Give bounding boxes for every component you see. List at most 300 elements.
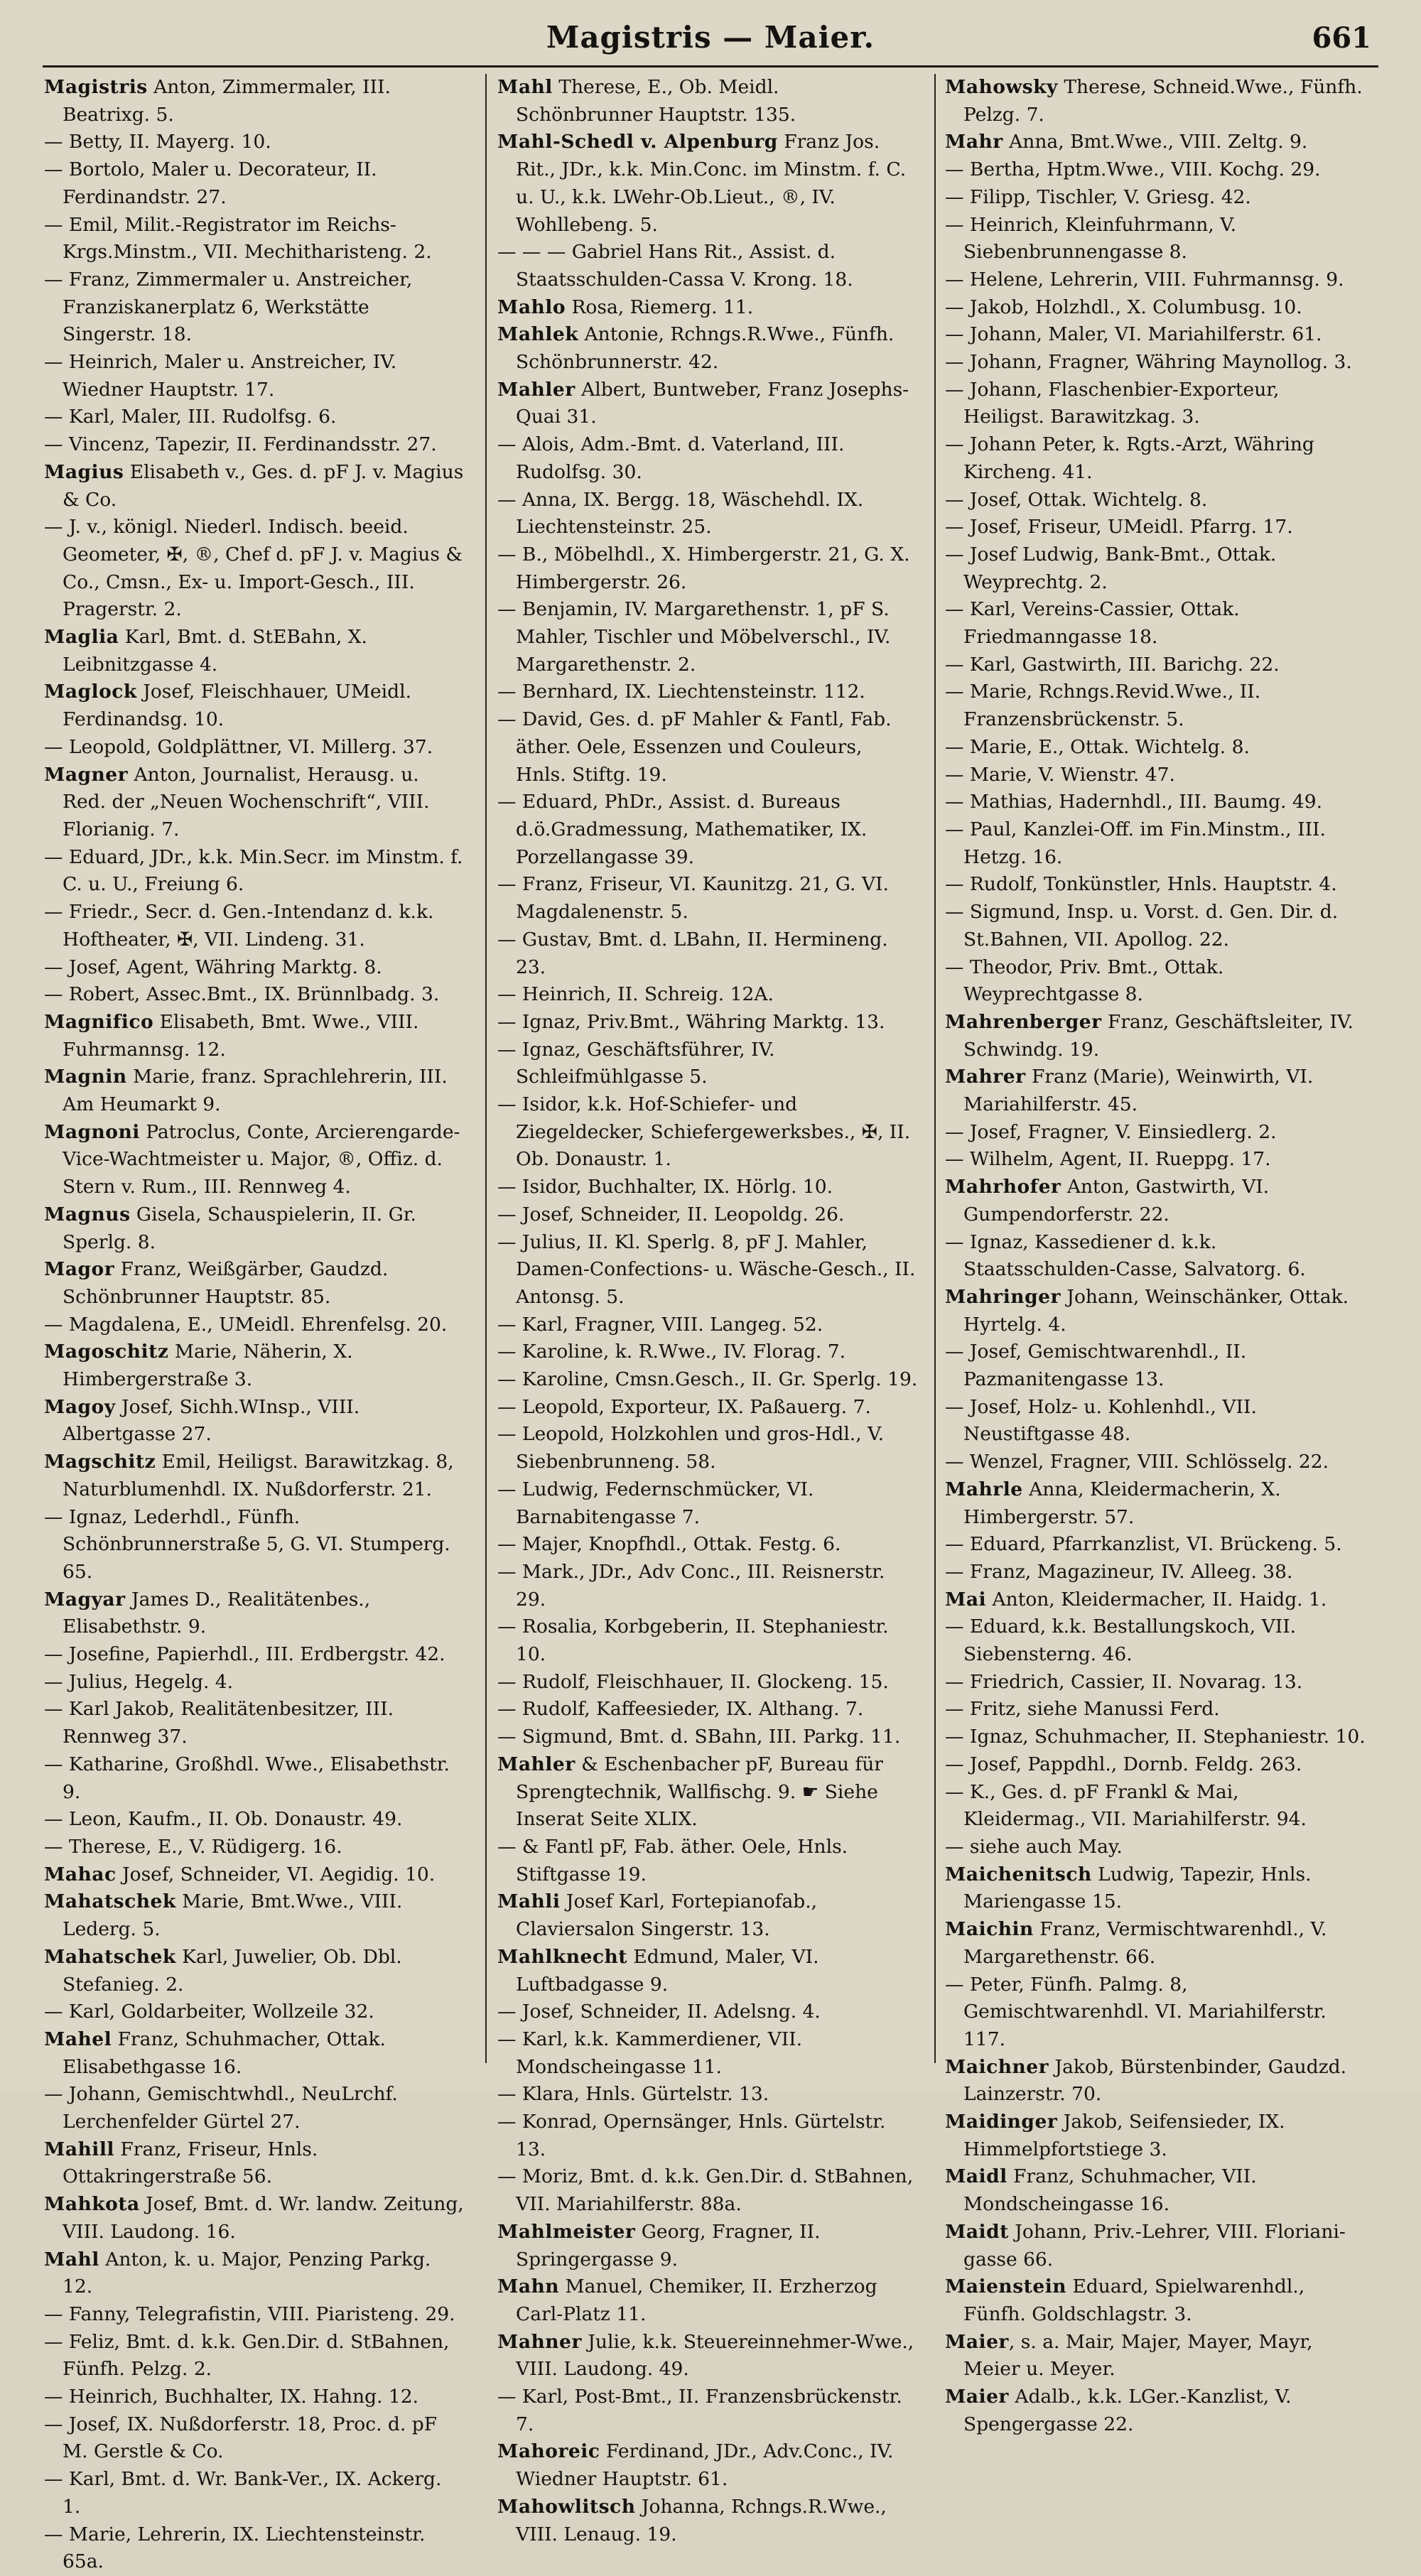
entry-text: — Majer, Knopfhdl., Ottak. Festg. 6. — [497, 1533, 841, 1556]
directory-entry — [44, 954, 465, 982]
entry-surname: Mai — [945, 1588, 987, 1611]
entry-text: Anna, Kleidermacherin, X. Himbergerstr. 57. — [963, 1478, 1281, 1528]
entry-surname: Mahner — [497, 2330, 582, 2353]
entry-text: — Josef, Gemischtwarenhdl., II. Pazmanitengasse 13. — [945, 1341, 1247, 1391]
directory-entry — [44, 266, 465, 349]
entry-text: — Paul, Kanzlei-Off. im Fin.Minstm., III. Hetzg. 16. — [945, 818, 1326, 868]
entry-text: — Eduard, PhDr., Assist. d. Bureaus d.ö.Gradmessung, Mathematiker, IX. Porzellangasse 39. — [497, 791, 868, 868]
entry-text: — Karoline, k. R.Wwe., IV. Florag. 7. — [497, 1341, 846, 1363]
directory-entry — [44, 899, 465, 953]
directory-entry — [497, 2163, 918, 2218]
directory-entry — [945, 1861, 1366, 1916]
directory-entry — [497, 1669, 918, 1696]
directory-entry — [945, 129, 1366, 156]
entry-surname: Mahler — [497, 1753, 576, 1775]
entry-text: Patroclus, Conte, Arcierengarde-Vice-Wachtmeister u. Major, ®, Offiz. d. Stern v. Rum., III. Rennweg 4. — [63, 1120, 460, 1198]
directory-entry — [945, 431, 1366, 486]
entry-text: — Franz, Zimmermaler u. Anstreicher, Franziskanerplatz 6, Werkstätte Singerstr. 18. — [44, 268, 413, 346]
directory-entry — [945, 678, 1366, 733]
entry-text: — Julius, Hegelg. 4. — [44, 1670, 234, 1693]
entry-surname: Magnin — [44, 1066, 127, 1088]
directory-entry — [945, 1971, 1366, 2054]
entry-surname: Magistris — [44, 76, 148, 98]
directory-entry — [945, 1696, 1366, 1723]
directory-entry — [44, 1201, 465, 1256]
entry-surname: Maglock — [44, 681, 137, 703]
directory-entry — [945, 1009, 1366, 1064]
entry-text: — Feliz, Bmt. d. k.k. Gen.Dir. d. StBahnen, Fünfh. Pelzg. 2. — [44, 2330, 450, 2381]
entry-surname: Magnifico — [44, 1010, 154, 1033]
entry-text: — Heinrich, Kleinfuhrmann, V. Siebenbrunnengasse 8. — [945, 213, 1237, 264]
entry-surname: Mahlek — [497, 323, 579, 346]
entry-surname: Mahrer — [945, 1066, 1026, 1088]
entry-surname: Magnoni — [44, 1120, 140, 1143]
page-number: 661 — [1312, 21, 1371, 55]
directory-entry — [44, 2136, 465, 2191]
directory-entry — [497, 239, 918, 293]
entry-text: Franz, Friseur, Hnls. Ottakringerstraße 56. — [63, 2138, 318, 2188]
directory-entry — [945, 2329, 1366, 2383]
entry-text: Anton, Gastwirth, VI. Gumpendorferstr. 22. — [963, 1176, 1270, 1225]
directory-entry — [44, 624, 465, 678]
directory-entry — [44, 1944, 465, 1998]
entry-text: — Josef, Agent, Währing Marktg. 8. — [44, 956, 382, 978]
entry-text: — Vincenz, Tapezir, II. Ferdinandsstr. 27. — [44, 433, 437, 456]
entry-surname: Mahl — [497, 76, 553, 98]
entry-text: — Benjamin, IV. Margarethenstr. 1, pF S. Mahler, Tischler und Möbelverschl., IV. Margarethenstr. 2. — [497, 598, 891, 676]
directory-entry — [497, 2109, 918, 2163]
entry-surname: Mahlknecht — [497, 1945, 627, 1968]
column-divider — [485, 74, 487, 2063]
directory-entry — [945, 1394, 1366, 1449]
directory-entry — [945, 816, 1366, 871]
directory-entry — [497, 487, 918, 541]
entry-text: — Fritz, siehe Manussi Ferd. — [945, 1698, 1220, 1721]
entry-text: Anton, Zimmermaler, III. Beatrixg. 5. — [63, 76, 391, 126]
entry-text: — Julius, II. Kl. Sperlg. 8, pF J. Mahler, Damen-Confections- u. Wäsche-Gesch., II. Antonsg. 5. — [497, 1230, 916, 1308]
directory-entry — [945, 1916, 1366, 1971]
entry-text: Elisabeth v., Ges. d. pF J. v. Magius & Co. — [63, 460, 464, 511]
directory-entry — [945, 514, 1366, 541]
entry-text: — Heinrich, Maler u. Anstreicher, IV. Wiedner Hauptstr. 17. — [44, 351, 397, 401]
entry-text: — Rudolf, Kaffeesieder, IX. Althang. 7. — [497, 1698, 864, 1721]
entry-text: — Josef, Schneider, II. Adelsng. 4. — [497, 2001, 821, 2023]
entry-text: — Bortolo, Maler u. Decorateur, II. Ferdinandstr. 27. — [44, 158, 377, 208]
directory-entry — [945, 1476, 1366, 1531]
directory-entry — [497, 1476, 918, 1531]
directory-entry — [497, 1751, 918, 1834]
entry-text: — Jakob, Holzhdl., X. Columbusg. 10. — [945, 296, 1302, 318]
entry-text: — J. v., königl. Niederl. Indisch. beeid. Geometer, ✠, ®, Chef d. pF J. v. Magius & Co., Cmsn., Ex- u. Import-Gesch., III. Pragerstr. 2. — [44, 516, 463, 621]
directory-entry — [497, 541, 918, 596]
entry-text: — Magdalena, E., UMeidl. Ehrenfelsg. 20. — [44, 1313, 448, 1336]
directory-entry — [44, 1504, 465, 1586]
directory-entry — [945, 1834, 1366, 1861]
entry-text: — Konrad, Opernsänger, Hnls. Gürtelstr. 13. — [497, 2111, 886, 2160]
directory-entry — [945, 596, 1366, 651]
entry-text: Julie, k.k. Steuereinnehmer-Wwe., VIII. Laudong. 49. — [516, 2330, 914, 2381]
directory-entry — [497, 2438, 918, 2493]
entry-surname: Maichenitsch — [945, 1863, 1092, 1885]
entry-text: Marie, Bmt.Wwe., VIII. Lederg. 5. — [63, 1890, 403, 1941]
directory-entry — [945, 1338, 1366, 1393]
directory-entry — [44, 404, 465, 431]
entry-text: — Moriz, Bmt. d. k.k. Gen.Dir. d. StBahnen, VII. Mariahilferstr. 88a. — [497, 2165, 914, 2216]
entry-surname: Maidt — [945, 2220, 1009, 2243]
entry-text: — Klara, Hnls. Gürtelstr. 13. — [497, 2083, 769, 2106]
entry-text: Emil, Heiligst. Barawitzkag. 8, Naturblumenhdl. IX. Nußdorferstr. 21. — [63, 1451, 454, 1500]
directory-entry — [497, 1421, 918, 1476]
entry-text: — Sigmund, Bmt. d. SBahn, III. Parkg. 11. — [497, 1726, 901, 1748]
directory-entry — [945, 184, 1366, 212]
directory-entry — [945, 734, 1366, 762]
directory-entry — [945, 954, 1366, 1009]
entry-text: Franz Jos. Rit., JDr., k.k. Min.Conc. im Minstm. f. C. u. U., k.k. LWehr-Ob.Lieut., ®, IV. Wohllebeng. 5. — [516, 131, 907, 236]
directory-entry — [945, 1613, 1366, 1668]
directory-entry — [497, 1531, 918, 1559]
directory-entry — [44, 2301, 465, 2329]
column-1 — [44, 74, 465, 2573]
entry-text: & Eschenbacher pF, Bureau für Sprengtechnik, Wallfischg. 9. ☛ Siehe Inserat Seite XLIX. — [516, 1753, 883, 1831]
entry-text: — Rudolf, Fleischhauer, II. Glockeng. 15. — [497, 1670, 889, 1693]
directory-entry — [44, 156, 465, 211]
entry-text: — Franz, Friseur, VI. Kaunitzg. 21, G. VI. Magdalenenstr. 5. — [497, 873, 889, 924]
directory-entry — [497, 294, 918, 322]
entry-text: — Peter, Fünfh. Palmg. 8, Gemischtwarenhdl. VI. Mariahilferstr. 117. — [945, 1973, 1327, 2050]
directory-entry — [945, 1146, 1366, 1174]
header-rule — [43, 65, 1378, 67]
directory-entry — [497, 129, 918, 239]
directory-entry — [945, 212, 1366, 266]
directory-entry — [44, 1119, 465, 1201]
directory-entry — [44, 459, 465, 514]
entry-text: — Karl, Maler, III. Rudolfsg. 6. — [44, 406, 337, 428]
directory-entry — [945, 349, 1366, 377]
entry-text: Elisabeth, Bmt. Wwe., VIII. Fuhrmannsg. 12. — [63, 1010, 419, 1061]
directory-entry — [497, 1201, 918, 1229]
entry-text: — Josef, IX. Nußdorferstr. 18, Proc. d. pF M. Gerstle & Co. — [44, 2413, 438, 2463]
entry-text: Franz, Weißgärber, Gaudzd. Schönbrunner Hauptstr. 85. — [63, 1258, 389, 1308]
entry-text: — Theodor, Priv. Bmt., Ottak. Weyprechtgasse 8. — [945, 956, 1224, 1006]
directory-entry — [497, 321, 918, 376]
entry-surname: Mahoreic — [497, 2440, 600, 2463]
entry-text: Johann, Weinschänker, Ottak. Hyrtelg. 4. — [963, 1285, 1349, 1336]
entry-text: Franz (Marie), Weinwirth, VI. Mariahilferstr. 45. — [963, 1066, 1314, 1116]
entry-text: — Mathias, Hadernhdl., III. Baumg. 49. — [945, 791, 1323, 813]
directory-entry — [44, 1861, 465, 1889]
entry-text: — Rosalia, Korbgeberin, II. Stephaniestr. 10. — [497, 1616, 889, 1666]
entry-surname: Mahatschek — [44, 1945, 176, 1968]
directory-entry — [44, 212, 465, 266]
directory-entry — [44, 734, 465, 762]
entry-text: — Ignaz, Kassediener d. k.k. Staatsschulden-Casse, Salvatorg. 6. — [945, 1230, 1306, 1281]
entry-surname: Maidinger — [945, 2111, 1058, 2133]
entry-text: — Karl, Gastwirth, III. Barichg. 22. — [945, 653, 1280, 676]
directory-entry — [945, 2109, 1366, 2163]
entry-text: — Isidor, k.k. Hof-Schiefer- und Ziegeldecker, Schiefergewerksbes., ✠, II. Ob. Donaustr. 1. — [497, 1093, 911, 1171]
entry-text: — — — Gabriel Hans Rit., Assist. d. Staatsschulden-Cassa V. Krong. 18. — [497, 241, 853, 291]
entry-surname: Mahel — [44, 2028, 112, 2050]
directory-entry — [44, 74, 465, 129]
directory-entry — [497, 2081, 918, 2109]
entry-surname: Mahli — [497, 1890, 561, 1913]
directory-entry — [945, 2219, 1366, 2273]
entry-text: Franz, Schuhmacher, Ottak. Elisabethgasse 16. — [63, 2028, 386, 2078]
directory-entry — [497, 2026, 918, 2081]
entry-text: — Robert, Assec.Bmt., IX. Brünnlbadg. 3. — [44, 983, 440, 1006]
directory-entry — [44, 1338, 465, 1393]
directory-entry — [497, 2273, 918, 2328]
directory-entry — [497, 1394, 918, 1422]
entry-surname: Magoschitz — [44, 1341, 169, 1363]
entry-surname: Mahl — [44, 2248, 99, 2271]
entry-text: — Helene, Lehrerin, VIII. Fuhrmannsg. 9. — [945, 268, 1344, 291]
entry-text: Franz, Vermischtwarenhdl., V. Margarethenstr. 66. — [963, 1918, 1327, 1968]
entry-text: Manuel, Chemiker, II. Erzherzog Carl-Platz 11. — [516, 2275, 877, 2325]
entry-text: — Heinrich, Buchhalter, IX. Hahng. 12. — [44, 2386, 419, 2408]
directory-entry — [497, 596, 918, 678]
directory-entry — [945, 1174, 1366, 1228]
entry-text: — David, Ges. d. pF Mahler & Fantl, Fab. äther. Oele, Essenzen und Couleurs, Hnls. Stiftg. 19. — [497, 708, 892, 786]
directory-entry — [44, 1834, 465, 1861]
entry-surname: Mahringer — [945, 1285, 1061, 1308]
directory-entry — [945, 1723, 1366, 1751]
directory-entry — [497, 926, 918, 981]
entry-text: Josef, Fleischhauer, UMeidl. Ferdinandsg. 10. — [63, 681, 412, 731]
entry-surname: Mahler — [497, 378, 576, 401]
entry-text: — Josef, Holz- u. Kohlenhdl., VII. Neustiftgasse 48. — [945, 1395, 1257, 1446]
entry-text: Jakob, Seifensieder, IX. Himmelpfortstiege 3. — [963, 2111, 1285, 2160]
entry-surname: Mahlo — [497, 296, 566, 318]
directory-entry — [497, 431, 918, 486]
directory-entry — [497, 678, 918, 706]
directory-entry — [497, 871, 918, 926]
directory-entry — [44, 1449, 465, 1503]
directory-entry — [945, 899, 1366, 953]
entry-text: Karl, Bmt. d. StEBahn, X. Leibnitzgasse 4. — [63, 626, 367, 676]
entry-text: — Wenzel, Fragner, VIII. Schlösselg. 22. — [945, 1451, 1329, 1473]
entry-surname: Mahl-Schedl v. Alpenburg — [497, 131, 778, 153]
directory-entry — [497, 1888, 918, 1943]
directory-entry — [945, 156, 1366, 184]
directory-entry — [945, 1586, 1366, 1614]
directory-entry — [44, 981, 465, 1009]
directory-entry — [44, 349, 465, 404]
entry-surname: Magor — [44, 1258, 115, 1281]
directory-entry — [44, 1806, 465, 1834]
directory-entry — [945, 487, 1366, 514]
directory-entry — [44, 129, 465, 156]
directory-entry — [497, 1311, 918, 1339]
entry-text: — Alois, Adm.-Bmt. d. Vaterland, III. Rudolfsg. 30. — [497, 433, 845, 483]
directory-entry — [497, 1091, 918, 1174]
entry-text: — Johann Peter, k. Rgts.-Arzt, Währing Kircheng. 41. — [945, 433, 1314, 483]
entry-text: — Wilhelm, Agent, II. Rueppg. 17. — [945, 1148, 1271, 1171]
entry-text: Albert, Buntweber, Franz Josephs-Quai 31. — [516, 378, 909, 428]
entry-text: Georg, Fragner, II. Springergasse 9. — [516, 2220, 821, 2271]
directory-entry — [945, 2163, 1366, 2218]
entry-text: Josef, Sichh.WInsp., VIII. Albertgasse 27. — [63, 1395, 360, 1446]
directory-entry — [945, 294, 1366, 322]
entry-surname: Magius — [44, 460, 124, 483]
entry-text: — Marie, Lehrerin, IX. Liechtensteinstr. 65a. — [44, 2523, 426, 2573]
entry-text: Eduard, Spielwarenhdl., Fünfh. Goldschlagstr. 3. — [963, 2275, 1305, 2325]
directory-entry — [44, 1888, 465, 1943]
entry-surname: Maier — [945, 2386, 1009, 2408]
entry-surname: Maienstein — [945, 2275, 1067, 2298]
entry-text: — Karl, Post-Bmt., II. Franzensbrückenstr. 7. — [497, 2386, 902, 2435]
entry-text: — Isidor, Buchhalter, IX. Hörlg. 10. — [497, 1176, 833, 1198]
entry-text: — Rudolf, Tonkünstler, Hnls. Hauptstr. 4. — [945, 873, 1337, 896]
entry-surname: Mahowlitsch — [497, 2495, 636, 2518]
directory-entry — [497, 1559, 918, 1613]
directory-entry — [44, 2191, 465, 2246]
entry-text: — Marie, Rchngs.Revid.Wwe., II. Franzensbrückenstr. 5. — [945, 681, 1261, 731]
entry-text: Gisela, Schauspielerin, II. Gr. Sperlg. 8. — [63, 1203, 416, 1253]
directory-entry — [945, 871, 1366, 899]
directory-entry — [497, 1944, 918, 1998]
entry-surname: Mahn — [497, 2275, 560, 2298]
directory-entry — [44, 1641, 465, 1669]
entry-text: — Bertha, Hptm.Wwe., VIII. Kochg. 29. — [945, 158, 1321, 181]
directory-entry — [497, 1174, 918, 1201]
entry-surname: Magner — [44, 763, 129, 786]
entry-text: Josef Karl, Fortepianofab., Claviersalon Singerstr. 13. — [516, 1890, 818, 1941]
entry-surname: Mahr — [945, 131, 1003, 153]
entry-surname: Maichin — [945, 1918, 1034, 1941]
entry-text: — Josef, Fragner, V. Einsiedlerg. 2. — [945, 1120, 1277, 1143]
directory-entry — [945, 1559, 1366, 1586]
entry-text: — Ignaz, Priv.Bmt., Währing Marktg. 13. — [497, 1010, 885, 1033]
directory-entry — [497, 377, 918, 431]
directory-entry — [945, 1229, 1366, 1284]
entry-text: — K., Ges. d. pF Frankl & Mai, Kleidermag., VII. Mariahilferstr. 94. — [945, 1780, 1307, 1831]
entry-text: — Josef, Friseur, UMeidl. Pfarrg. 17. — [945, 516, 1293, 539]
entry-surname: Mahrle — [945, 1478, 1023, 1500]
entry-surname: Maidl — [945, 2165, 1007, 2188]
directory-entry — [44, 1998, 465, 2026]
directory-entry — [945, 321, 1366, 349]
directory-entry — [945, 74, 1366, 129]
directory-entry — [44, 2466, 465, 2521]
directory-entry — [44, 2411, 465, 2466]
directory-entry — [497, 789, 918, 871]
entry-text: Marie, Näherin, X. Himbergerstraße 3. — [63, 1341, 353, 1391]
entry-text: — Betty, II. Mayerg. 10. — [44, 131, 271, 153]
directory-entry — [945, 1284, 1366, 1338]
directory-entry — [497, 74, 918, 129]
directory-entry — [945, 541, 1366, 596]
entry-text: — Karl, Vereins-Cassier, Ottak. Friedmanngasse 18. — [945, 598, 1240, 649]
entry-text: — Karl Jakob, Realitätenbesitzer, III. Rennweg 37. — [44, 1698, 394, 1748]
directory-entry — [44, 1586, 465, 1641]
entry-text: Edmund, Maler, VI. Luftbadgasse 9. — [516, 1945, 819, 1996]
entry-text: — Ignaz, Geschäftsführer, IV. Schleifmühlgasse 5. — [497, 1038, 775, 1088]
directory-entry — [44, 2383, 465, 2411]
entry-text: — Anna, IX. Bergg. 18, Wäschehdl. IX. Liechtensteinstr. 25. — [497, 488, 864, 539]
directory-entry — [945, 1531, 1366, 1559]
directory-entry — [44, 2246, 465, 2301]
directory-entry — [44, 514, 465, 624]
directory-entry — [497, 1613, 918, 1668]
entry-text: — B., Möbelhdl., X. Himbergerstr. 21, G. X. Himbergerstr. 26. — [497, 543, 910, 593]
entry-text: Johann, Priv.-Lehrer, VIII. Floriani-gasse 66. — [963, 2220, 1346, 2271]
entry-text: — Karoline, Cmsn.Gesch., II. Gr. Sperlg. 19. — [497, 1368, 918, 1391]
directory-entry — [945, 1449, 1366, 1476]
directory-entry — [497, 2329, 918, 2383]
directory-entry — [497, 1723, 918, 1751]
entry-text: Anton, Kleidermacher, II. Haidg. 1. — [986, 1588, 1327, 1611]
entry-text: Josef, Bmt. d. Wr. landw. Zeitung, VIII. Laudong. 16. — [63, 2193, 464, 2243]
directory-entry — [44, 1751, 465, 1806]
directory-entry — [497, 2383, 918, 2438]
entry-text: Therese, E., Ob. Meidl. Schönbrunner Hauptstr. 135. — [516, 76, 796, 126]
entry-text: — Therese, E., V. Rüdigerg. 16. — [44, 1836, 342, 1858]
entry-text: — Eduard, k.k. Bestallungskoch, VII. Siebensterng. 46. — [945, 1616, 1297, 1666]
directory-entry — [945, 1779, 1366, 1834]
directory-entry — [497, 1338, 918, 1366]
entry-text: Johanna, Rchngs.R.Wwe., VIII. Lenaug. 19. — [516, 2495, 887, 2545]
directory-entry — [945, 1064, 1366, 1118]
entry-text: Anton, k. u. Major, Penzing Parkg. 12. — [63, 2248, 431, 2298]
directory-entry — [497, 1009, 918, 1037]
entry-text: — Friedrich, Cassier, II. Novarag. 13. — [945, 1670, 1303, 1693]
directory-entry — [497, 2494, 918, 2548]
entry-text: Adalb., k.k. LGer.-Kanzlist, V. Spengergasse 22. — [963, 2386, 1292, 2435]
column-2 — [497, 74, 918, 2545]
directory-entry — [945, 1669, 1366, 1696]
directory-entry — [497, 981, 918, 1009]
entry-text: Franz, Schuhmacher, VII. Mondscheingasse 16. — [963, 2165, 1257, 2216]
directory-entry — [945, 789, 1366, 816]
directory-entry — [44, 678, 465, 733]
directory-entry — [44, 1394, 465, 1449]
entry-surname: Mahrhofer — [945, 1176, 1061, 1198]
directory-entry — [44, 1009, 465, 1064]
entry-text: — Sigmund, Insp. u. Vorst. d. Gen. Dir. d. St.Bahnen, VII. Apollog. 22. — [945, 901, 1339, 951]
directory-entry — [44, 2081, 465, 2136]
entry-surname: Magschitz — [44, 1451, 156, 1473]
entry-text: — Johann, Flaschenbier-Exporteur, Heiligst. Barawitzkag. 3. — [945, 378, 1280, 428]
directory-entry — [945, 377, 1366, 431]
directory-entry — [44, 2329, 465, 2383]
directory-entry — [44, 2026, 465, 2081]
entry-text: — Karl, Fragner, VIII. Langeg. 52. — [497, 1313, 823, 1336]
entry-text: — Ignaz, Schuhmacher, II. Stephaniestr. 10. — [945, 1726, 1366, 1748]
directory-entry — [44, 762, 465, 844]
entry-surname: Mahkota — [44, 2193, 140, 2216]
directory-entry — [44, 1696, 465, 1750]
entry-text: Anna, Bmt.Wwe., VIII. Zeltg. 9. — [1003, 131, 1308, 153]
entry-text: — Gustav, Bmt. d. LBahn, II. Hermineng. 23. — [497, 928, 888, 978]
entry-text: — Friedr., Secr. d. Gen.-Intendanz d. k.k. Hoftheater, ✠, VII. Lindeng. 31. — [44, 901, 434, 951]
entry-text: Marie, franz. Sprachlehrerin, III. Am Heumarkt 9. — [63, 1066, 448, 1116]
entry-text: Therese, Schneid.Wwe., Fünfh. Pelzg. 7. — [963, 76, 1363, 126]
column-3 — [945, 74, 1366, 2435]
directory-entry — [945, 2054, 1366, 2109]
entry-text: — Leopold, Exporteur, IX. Paßauerg. 7. — [497, 1395, 871, 1418]
directory-entry — [945, 266, 1366, 294]
page-title: Magistris — Maier. — [546, 20, 875, 55]
entry-text: — Josef, Schneider, II. Leopoldg. 26. — [497, 1203, 845, 1225]
entry-surname: Magoy — [44, 1395, 116, 1418]
entry-text: Jakob, Bürstenbinder, Gaudzd. Lainzerstr. 70. — [963, 2055, 1347, 2106]
entry-text: — Josef Ludwig, Bank-Bmt., Ottak. Weyprechtg. 2. — [945, 543, 1277, 593]
directory-entry — [945, 651, 1366, 679]
entry-text: — Johann, Maler, VI. Mariahilferstr. 61. — [945, 323, 1322, 346]
directory-entry — [44, 2521, 465, 2576]
entry-text: — Ludwig, Federnschmücker, VI. Barnabitengasse 7. — [497, 1478, 814, 1528]
